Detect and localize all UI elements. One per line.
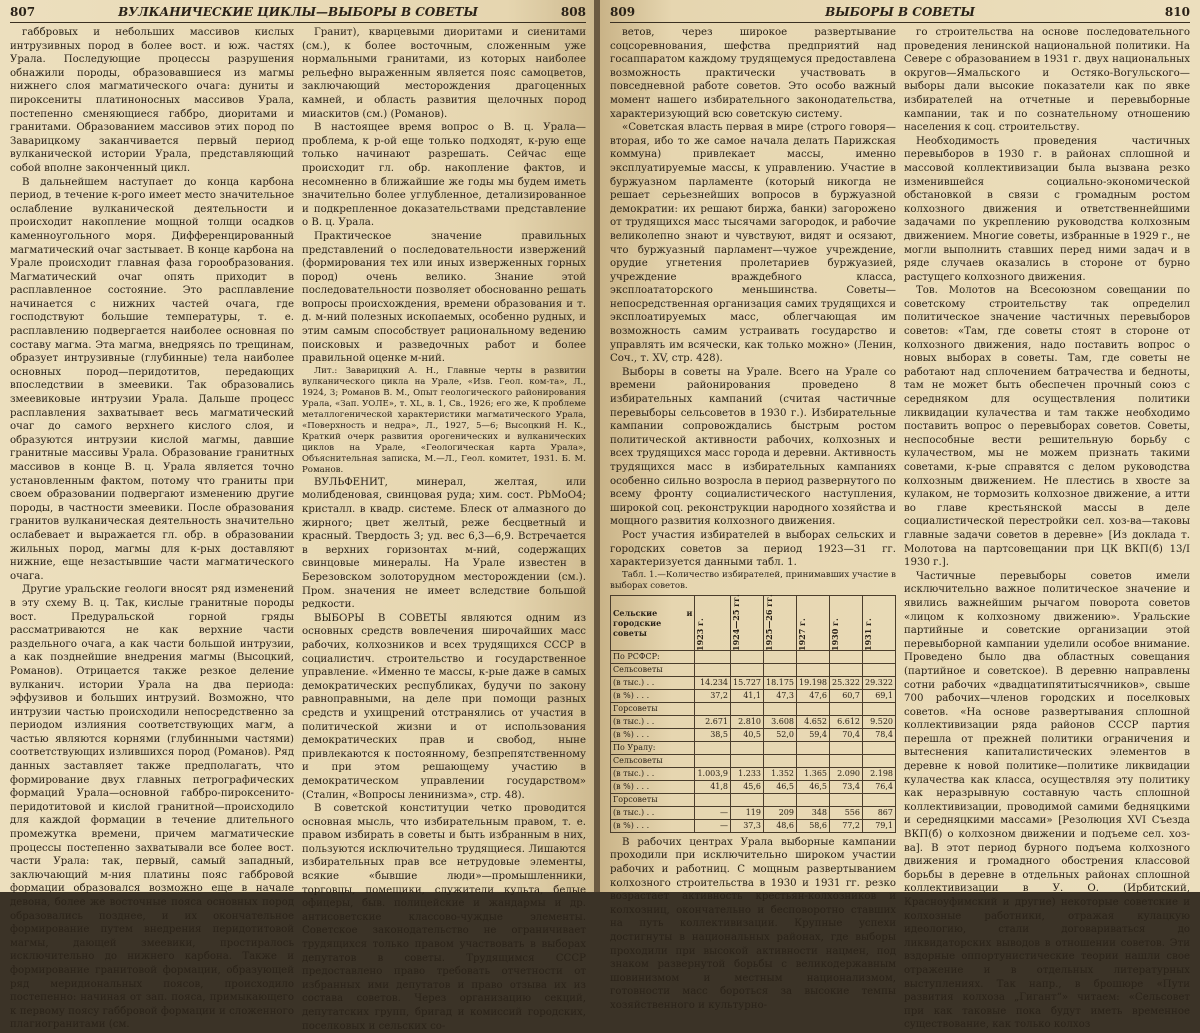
table-cell: [797, 754, 830, 767]
table-row: [611, 702, 896, 715]
table-row: [611, 793, 896, 806]
row-label: (в %) . . .: [611, 689, 695, 702]
table-cell: [863, 754, 896, 767]
page-number-809: 809: [610, 5, 636, 19]
table-cell: 2.671: [695, 715, 731, 728]
table-cell: [863, 663, 896, 676]
column-809: [610, 26, 896, 1011]
table-row: [611, 715, 896, 728]
table-cell: [695, 702, 731, 715]
table-cell: 18.175: [764, 676, 797, 689]
table-cell: [830, 793, 863, 806]
right-page: [600, 0, 1200, 1031]
year-header: 1924—25 гг.: [731, 595, 764, 650]
table-cell: 867: [863, 806, 896, 819]
table-cell: [731, 741, 764, 754]
paragraph: Рост участия избирателей в выборах сельских и городских советов за период 1923—31 гг. характеризуется данными табл. 1.: [610, 529, 896, 569]
table-cell: 209: [764, 806, 797, 819]
table-cell: 6.612: [830, 715, 863, 728]
left-page-header: [10, 4, 586, 20]
table-cell: [764, 793, 797, 806]
table-row: [611, 663, 896, 676]
paragraph: габбровых и небольших массивов кислых интрузивных пород в более вост. и юж. частях Урала. Последующие процессы разрушения обнажили породы, образовавшиеся из магмы нижнего слоя магматического очага: дуниты и пироксениты платиноносных массивов Урала, постепенно сменяющиеся габбро, диоритами и гранитами. Образованием массивов этих пород по Заварицкому заканчивается первый период вулканической истории Урала, представляющий собой вполне законченный цикл.: [10, 27, 294, 174]
table-cell: [731, 793, 764, 806]
table-row: [611, 650, 896, 663]
table-cell: [830, 741, 863, 754]
row-label: (в тыс.) . .: [611, 767, 695, 780]
table-row: [611, 754, 896, 767]
row-label: По РСФСР:: [611, 650, 695, 663]
header-rule-left: [10, 22, 586, 23]
paragraph: В рабочих центрах Урала выборные кампании проходили при исключительно широком участии рабочих и работниц. С мощным развертыванием колхозного строительства в 1930 и 1931 гг. резко возрастает активность крестьян-колхозников и колхозниц, окончательно и бесповоротно ставших на путь коллективизации. Крупные успехи достигнуты в национальных районах, где выборы проходили при высокой активности нацмен, под знаком развернутой борьбы с великодержавным шовинизмом и местным национализмом, готовности масс бороться за высокие темпы хозяйственного и культурно-: [610, 836, 896, 1011]
column-808: [302, 26, 586, 1032]
row-label: По Уралу:: [611, 741, 695, 754]
table-cell: 1.003,9: [695, 767, 731, 780]
table-row: [611, 780, 896, 793]
table-cell: 2.090: [830, 767, 863, 780]
paragraph: Необходимость проведения частичных перевыборов в 1930 г. в районах сплошной и массовой коллективизации была вызвана резко изменившейся социально-экономической обстановкой в связи с громадным ростом колхозного движения и ответственнейшими задачами по укреплению руководства колхозным движением. Многие советы, избранные в 1929 г., не могли выполнить ставших перед ними задач и в ряде случаев оказались в стороне от бурно растущего колхозного движения.: [904, 135, 1190, 283]
year-header: 1931 г.: [863, 595, 896, 650]
table-cell: [764, 754, 797, 767]
row-label: (в %) . . .: [611, 780, 695, 793]
table-cell: 46,5: [764, 780, 797, 793]
row-label: Сельсоветы: [611, 663, 695, 676]
table-row: [611, 741, 896, 754]
page-number-807: 807: [10, 5, 36, 19]
table-cell: 15.727: [731, 676, 764, 689]
row-label: (в тыс.) . .: [611, 715, 695, 728]
running-title-right: ВЫБОРЫ В СОВЕТЫ: [825, 5, 975, 19]
table-cell: 348: [797, 806, 830, 819]
row-label: (в %) . . .: [611, 819, 695, 832]
paragraph: «Советская власть первая в мире (строго говоря—вторая, ибо то же самое начала делать Парижская коммуна) привлекает массы, именно эксплуатируемые массы, к управлению. Участие в буржуазном парламенте (который никогда не решает серьезнейших вопросов в буржуазной демократии: их решают биржа, банки) загорожено от трудящихся масс тысячами загородок, и рабочие великолепно знают и чувствуют, видят и осязают, что буржуазный парламент—чужое учреждение, орудие угнетения пролетариев буржуазией, учреждение враждебного класса, эксплоататорского меньшинства. Советы—непосредственная организация самих трудящихся и эксплоатируемых масс, облегчающая им возможность самим устраивать государство и управлять им всячески, как только можно» (Ленин, Соч., т. XV, стр. 428).: [610, 122, 896, 365]
table-cell: [695, 650, 731, 663]
table-cell: [797, 663, 830, 676]
table-cell: 70,4: [830, 728, 863, 741]
table-cell: 556: [830, 806, 863, 819]
table-cell: 14.234: [695, 676, 731, 689]
table-corner-header: Сельские и городские советы: [611, 595, 695, 650]
page-number-810: 810: [1164, 5, 1190, 19]
paragraph: Практическое значение правильных представлений о последовательности извержений (формирования тех или иных изверженных горных пород) очень велико. Знание этой последовательности позволяет обоснованно решать вопросы происхождения, времени образования и т. д. м-ний полезных ископаемых, особенно рудных, и этим самым способствует рациональному ведению поисковых и разведочных работ и более правильной оценке м-ний.: [302, 230, 586, 365]
entry-elections: ВЫБОРЫ В СОВЕТЫ являются одним из основных средств вовлечения широчайших масс рабочих, колхозников и всех трудящихся СССР в социалистич. строительство и государственное управление. «Именно те массы, к-рые даже в самых демократических республиках, будучи по закону равноправными, на деле при помощи разных средств и ухищрений отстранялись от участия в политической жизни и от использования демократических прав и свобод, ныне привлекаются к постоянному, безпрепятственному и при этом решающему участию в демократическом управлении государством» (Сталин, «Вопросы ленинизма», стр. 48).: [302, 612, 586, 801]
paragraph: го строительства на основе последовательного проведения ленинской национальной политики. На Севере с образованием в 1931 г. двух национальных округов—Ямальского и Остяко-Вогульского—выборы дали высокие показатели как по явке избирателей на отчетные и перевыборные кампании, так и по сознательному отношению населения к соц. строительству.: [904, 27, 1190, 134]
table-cell: 69,1: [863, 689, 896, 702]
table-cell: 9.520: [863, 715, 896, 728]
table-cell: [863, 741, 896, 754]
table-cell: 29.322: [863, 676, 896, 689]
table-cell: 2.810: [731, 715, 764, 728]
table-cell: [695, 793, 731, 806]
table-cell: [731, 754, 764, 767]
table-cell: [863, 650, 896, 663]
table-cell: 78,4: [863, 728, 896, 741]
row-label: Горсоветы: [611, 793, 695, 806]
table-cell: 40,5: [731, 728, 764, 741]
table-cell: [830, 702, 863, 715]
table-cell: [764, 650, 797, 663]
table-cell: 47,3: [764, 689, 797, 702]
voter-participation-table: [610, 595, 896, 833]
table-cell: [731, 650, 764, 663]
header-rule-right: [610, 22, 1190, 23]
table-cell: 37,3: [731, 819, 764, 832]
running-title-left: ВУЛКАНИЧЕСКИЕ ЦИКЛЫ—ВЫБОРЫ В СОВЕТЫ: [118, 5, 478, 19]
paragraph: Тов. Молотов на Всесоюзном совещании по советскому строительству так определил политическое значение частичных перевыборов советов: «Там, где советы стоят в стороне от колхозного движения, надо поставить вопрос о новых выборах в советы. Там, где советы не работают над сплочением батрачества и бедноты, там не может быть обеспечен прочный союз с середняком для осуществления политики ликвидации кулачества и там также необходимо поставить вопрос о перевыборах советов. Советы, неспособные вести решительную борьбу с кулачеством, мы не можем признать такими советами, к-рые справятся с делом руководства колхозным движением. Не плестись в хвосте за кулаком, не тормозить колхозное движение, а итти во главе крестьянской массы в деле социалистической перестройки сел. хоз-ва—таковы главные задачи советов в деревне» [Из доклада т. Молотова на партсовещании при ЦК ВКП(б) 13/I 1930 г.].: [904, 285, 1190, 569]
paragraph: ветов, через широкое развертывание соцсоревнования, шефства предприятий над госаппаратом каждому трудящемуся предоставлена возможность практически участвовать в повседневной работе советов. Это особо важный момент нашего избирательного законодательства, характеризующий всю советскую систему.: [610, 27, 896, 120]
table-cell: 59,4: [797, 728, 830, 741]
table-cell: 76,4: [863, 780, 896, 793]
entry-wulfenite: ВУЛЬФЕНИТ, минерал, желтая, или молибденовая, свинцовая руда; хим. сост. PbMoO4; кристалл. в квадр. системе. Блеск от алмазного до жирного; цвет желтый, реже бесцветный и красный. Твердость 3; уд. вес 6,3—6,9. Встречается в верхних горизонтах м-ний, содержащих свинцовые минералы. На Урале известен в Березовском золоторудном месторождении (см.). Пром. значения не имеет вследствие большой редкости.: [302, 476, 586, 611]
row-label: Горсоветы: [611, 702, 695, 715]
table-cell: 77,2: [830, 819, 863, 832]
table-header-row: [611, 595, 896, 650]
table-row: [611, 806, 896, 819]
year-header: 1930 г.: [830, 595, 863, 650]
column-810: [904, 26, 1190, 1031]
table-cell: [797, 650, 830, 663]
table-cell: [731, 702, 764, 715]
table-cell: 41,1: [731, 689, 764, 702]
table-cell: [764, 702, 797, 715]
table-cell: —: [695, 819, 731, 832]
table-cell: [695, 741, 731, 754]
paragraph: Частичные перевыборы советов имели исключительно важное политическое значение и явились важнейшим рычагом поворота советов «лицом к колхозному движению». Уральские партийные и советские организации этой перевыборной кампании уделили особое внимание. Проведено было два областных совещания (партийное и советское). В деревню направлены сотни рабочих «двадцатипятитысячников», свыше 700 рабочих—членов городских и поселковых советов. «На основе развертывания сплошной коллективизации ряда районов СССР партия перешла от прежней политики ограничения и вытеснения капиталистических элементов в деревне к новой политике—политике ликвидации кулачества как класса, осуществляя эту политику как неразрывную составную часть сплошной коллективизации, проводимой самими бедняцкими и середняцкими массами» [Резолюция XVI Съезда ВКП(б) о колхозном движении и подъеме сел. хоз-ва]. В этот период бурного подъема колхозного движения и громадного обострения классовой борьбы в деревне в отдельных районах сплошной коллективизации в У. О. (Ирбитский, Красноуфимский и другие) некоторые советские и колхозные работники, отражая кулацкую идеологию, стали договариваться до ликвидаторских выводов в отношении советов. Эти вздорные оппортунистические теории нашли свое отражение и в отдельных литературных выступлениях. Так напр., в брошюре «Пути развития колхоза „Гигант“» читаем: «Сельсовет при как таковые пока будут иметь временное существование, как только колхоз: [904, 570, 1190, 1031]
table-cell: [830, 663, 863, 676]
table-cell: 1.233: [731, 767, 764, 780]
table-cell: —: [695, 806, 731, 819]
table-body: [611, 650, 896, 832]
table-cell: 60,7: [830, 689, 863, 702]
paragraph: В дальнейшем наступает до конца карбона период, в течение к-рого имеет место значительное ослабление вулканической деятельности и происходит накопление мощной толщи осадков каменноугольного моря. Дифференцированный магматический очаг застывает. В конце карбона на Урале происходит главная фаза горообразования. Магматический очаг опять приходит в расплавленное состояние. Это расплавление начинается с нижних частей очага, где господствуют большие температуры, т. е. расплавлению подвергается наиболее основная по составу магма. Эта магма, внедряясь по трещинам, образует интрузивные (глубинные) тела наиболее основных пород—перидотитов, передающих впоследствии в змеевики. Так образовались змеевиковые интрузии Урала. Дальше процесс расплавления захватывает весь магматический очаг до самого верхнего кислого слоя, и образуются интрузии кислой магмы, давшие гранитные массивы Урала. Образование гранитных массивов в конце В. ц. Урала является точно установленным фактом, потому что граниты при своем образовании подвергают изменению другие породы, в частности змеевики. После образования гранитов вулканическая деятельность значительно ослабевает и выражается гл. обр. в образовании жильных пород, магмы для к-рых доставляют нижние, еще незастывшие части магматического очага.: [10, 176, 294, 582]
column-807: [10, 26, 294, 1031]
right-columns: [610, 26, 1190, 1031]
row-label: (в тыс.) . .: [611, 676, 695, 689]
table-row: [611, 689, 896, 702]
left-columns: [10, 26, 586, 1032]
table-cell: 119: [731, 806, 764, 819]
row-label: (в %) . . .: [611, 728, 695, 741]
table-cell: [863, 793, 896, 806]
table-cell: 25.322: [830, 676, 863, 689]
table-cell: [797, 702, 830, 715]
right-page-header: [610, 4, 1190, 20]
table-cell: [830, 650, 863, 663]
table-cell: [830, 754, 863, 767]
table-cell: 38,5: [695, 728, 731, 741]
year-header: 1927 г.: [797, 595, 830, 650]
table-cell: 3.608: [764, 715, 797, 728]
table-cell: 48,6: [764, 819, 797, 832]
table-cell: 1.365: [797, 767, 830, 780]
paragraph: Гранит), кварцевыми диоритами и сиенитами (см.), к более восточным, сложенным уже нормальными гранитами, из которых наиболее рельефно выраженным является пояс самоцветов, заключающий месторождения драгоценных камней, и область развития щелочных пород миаскитов (см.) (Романов).: [302, 27, 586, 120]
paragraph: В советской конституции четко проводится основная мысль, что избирательным правом, т. е. правом избирать в советы и быть избранным в них, пользуются исключительно трудящиеся. Лишаются избирательных прав все нетрудовые элементы, всякие «бывшие люди»—промышленники, торговцы, помещики, служители культа, белые офицеры, быв. полицейские и жандармы и др. антисоветские классово-чуждые элементы. Советское законодательство не ограничивает трудящихся только правом участвовать в выборах депутатов в советы. Трудящимся СССР предоставлено право требовать отчетности от избранных ими депутатов и право отзыва их из состава советов. Через организацию секций, депутатских групп, бригад и комиссий городских, поселковых и сельских со-: [302, 803, 586, 1032]
table-row: [611, 728, 896, 741]
table-cell: 46,5: [797, 780, 830, 793]
table-cell: 45,6: [731, 780, 764, 793]
table-cell: 73,4: [830, 780, 863, 793]
table-row: [611, 819, 896, 832]
table-cell: [764, 663, 797, 676]
paragraph: Другие уральские геологи вносят ряд изменений в эту схему В. ц. Так, кислые гранитные породы вост. Предуральской горной гряды рассматриваются не как верхние части раздельного очага, а как части большой интрузии, а как позднейшие внедрения магмы (Высоцкий, Романов). Отрицается также резкое деление вулканич. истории Урала на два периода: эффузивов и больших интрузий. Возможно, что интрузии частью происходили непосредственно за периодом излияния соответствующих магм, а частью являются корнями (глубинными частями) соответствующих излившихся пород (Романов). Ряд данных заставляет также предполагать, что формирование двух главных петрографических формаций Урала—основной габбро-пироксенито-перидотитовой и кислой гранитной—происходило для каждой формации в течение длительного промежутка времени, причем магматические процессы постепенно захватывали все более вост. части Урала: так, первый, самый западный, заключающий м-ния платины пояс габбровой формации образовался возможно еще в начале девона, более же восточные пояса основных пород образовались позднее, и их окончательное формирование путем внедрения перидотитовой магмы, дающей змеевики, простиралось исключительно до нижнего карбона. Также и формирование гранитовой формации, образующей ряд меридиональных поясов, происходило постепенно: начиная от зап. пояса, примыкающего к первому поясу габбровой формации и сложенного плагиогранитами (см.: [10, 584, 294, 1031]
table-caption: Табл. 1.—Количество избирателей, принимавших участие в выборах советов.: [610, 569, 896, 591]
table-cell: [695, 663, 731, 676]
table-cell: 2.198: [863, 767, 896, 780]
row-label: Сельсоветы: [611, 754, 695, 767]
table-cell: 52,0: [764, 728, 797, 741]
table-cell: [863, 702, 896, 715]
year-header: 1923 г.: [695, 595, 731, 650]
year-header: 1925—26 гг.: [764, 595, 797, 650]
paragraph: Выборы в советы на Урале. Всего на Урале со времени районирования проведено 8 избирательных кампаний (считая частичные перевыборы сельсоветов в 1930 г.). Избирательные кампании сопровождались быстрым ростом политической активности рабочих, колхозных и всех трудящихся масс города и деревни. Активность трудящихся масс в избирательных кампаниях особенно сильно возросла в период развернутого по всему фронту социалистического наступления, широкой соц. реконструкции народного хозяйства и мощного развития колхозного движения.: [610, 366, 896, 528]
table-cell: 47,6: [797, 689, 830, 702]
table-cell: 19.198: [797, 676, 830, 689]
table-cell: 4.652: [797, 715, 830, 728]
page-number-808: 808: [560, 5, 586, 19]
row-label: (в тыс.) . .: [611, 806, 695, 819]
bibliography: Лит.: Заварицкий А. Н., Главные черты в развитии вулканического цикла на Урале, «Изв. Геол. ком-та», Л., 1924, 3; Романов В. М., Опыт геологического районирования Урала, «Зап. УОЛЕ», т. XL, в. 1, Св., 1926; его же, К проблеме металлогенической характеристики магматического Урала, «Поверхность и недра», Л., 1927, 5—6; Высоцкий Н. К., Краткий очерк развития орогенических и вулканических циклов на Урале, «Геологическая карта Урала», Объяснительная записка, М.—Л., Геол. комитет, 1931. Б. М. Романов.: [302, 365, 586, 475]
table-row: [611, 676, 896, 689]
table-cell: 79,1: [863, 819, 896, 832]
table-cell: 37,2: [695, 689, 731, 702]
table-cell: 41,8: [695, 780, 731, 793]
table-cell: 1.352: [764, 767, 797, 780]
table-cell: [764, 741, 797, 754]
table-cell: [797, 741, 830, 754]
paragraph: В настоящее время вопрос о В. ц. Урала—проблема, к р-ой еще только подходят, к-рую еще только начинают разрешать. Сейчас еще происходит гл. обр. накопление фактов, и несомненно в ближайшие же годы мы будем иметь значительно более углубленное, детализированное и подкрепленное доказательствами представление о В. ц. Урала.: [302, 122, 586, 229]
table-row: [611, 767, 896, 780]
table-cell: 58,6: [797, 819, 830, 832]
table-cell: [797, 793, 830, 806]
table-cell: [731, 663, 764, 676]
table-cell: [695, 754, 731, 767]
left-page: [0, 0, 596, 1032]
